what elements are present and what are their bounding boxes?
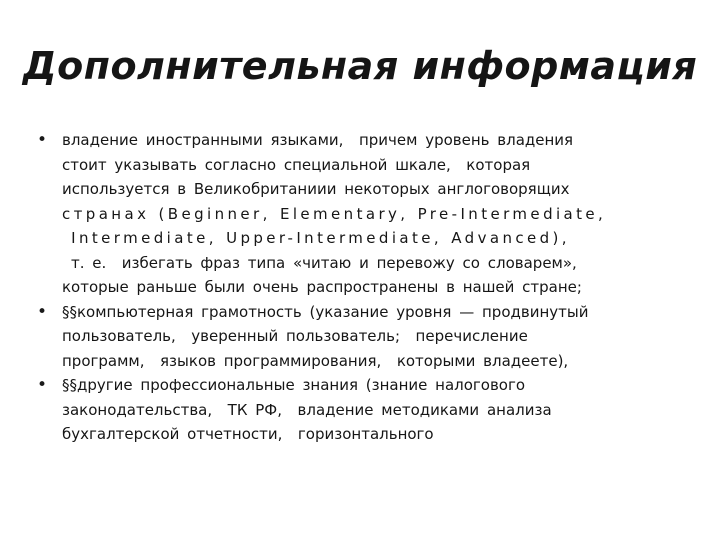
bullet-marker: • xyxy=(37,375,48,395)
bullet-line: пользователь, уверенный пользователь; перечисление xyxy=(62,327,528,345)
bullet-line: программ, языков программирования, которыми владеете), xyxy=(62,351,569,370)
slide-title: Дополнительная информация xyxy=(22,44,698,88)
bullet-line: т. е. избегать фраз типа «читаю и перевожу со словарем», xyxy=(71,253,577,272)
bullet-marker: • xyxy=(37,301,48,322)
bullet-line: странах (Beginner, Elementary, Pre-Intermediate, xyxy=(62,204,607,223)
bullet-line: §§другие профессиональные знания (знание налогового xyxy=(62,376,526,394)
bullet-marker: • xyxy=(37,130,48,150)
bullet-line: стоит указывать согласно специальной шкале, которая xyxy=(62,155,531,174)
bullet-item-languages xyxy=(30,128,690,300)
bullet-line: Intermediate, Upper-Intermediate, Advanced), xyxy=(62,229,570,247)
bullet-item-professional-knowledge xyxy=(30,373,690,447)
bullet-list xyxy=(30,128,690,447)
bullet-line: которые раньше были очень распространены в нашей стране; xyxy=(62,278,582,296)
bullet-line: используется в Великобританиии некоторых англоговорящих xyxy=(62,180,570,198)
bullet-line: бухгалтерской отчетности, горизонтального xyxy=(62,425,434,443)
bullet-line: §§компьютерная грамотность (указание уровня — продвинутый xyxy=(62,302,589,321)
bullet-item-computer-skills xyxy=(30,300,690,374)
bullet-line: владение иностранными языками, причем уровень владения xyxy=(62,131,574,149)
bullet-line: законодательства, ТК РФ, владение методиками анализа xyxy=(62,400,552,419)
